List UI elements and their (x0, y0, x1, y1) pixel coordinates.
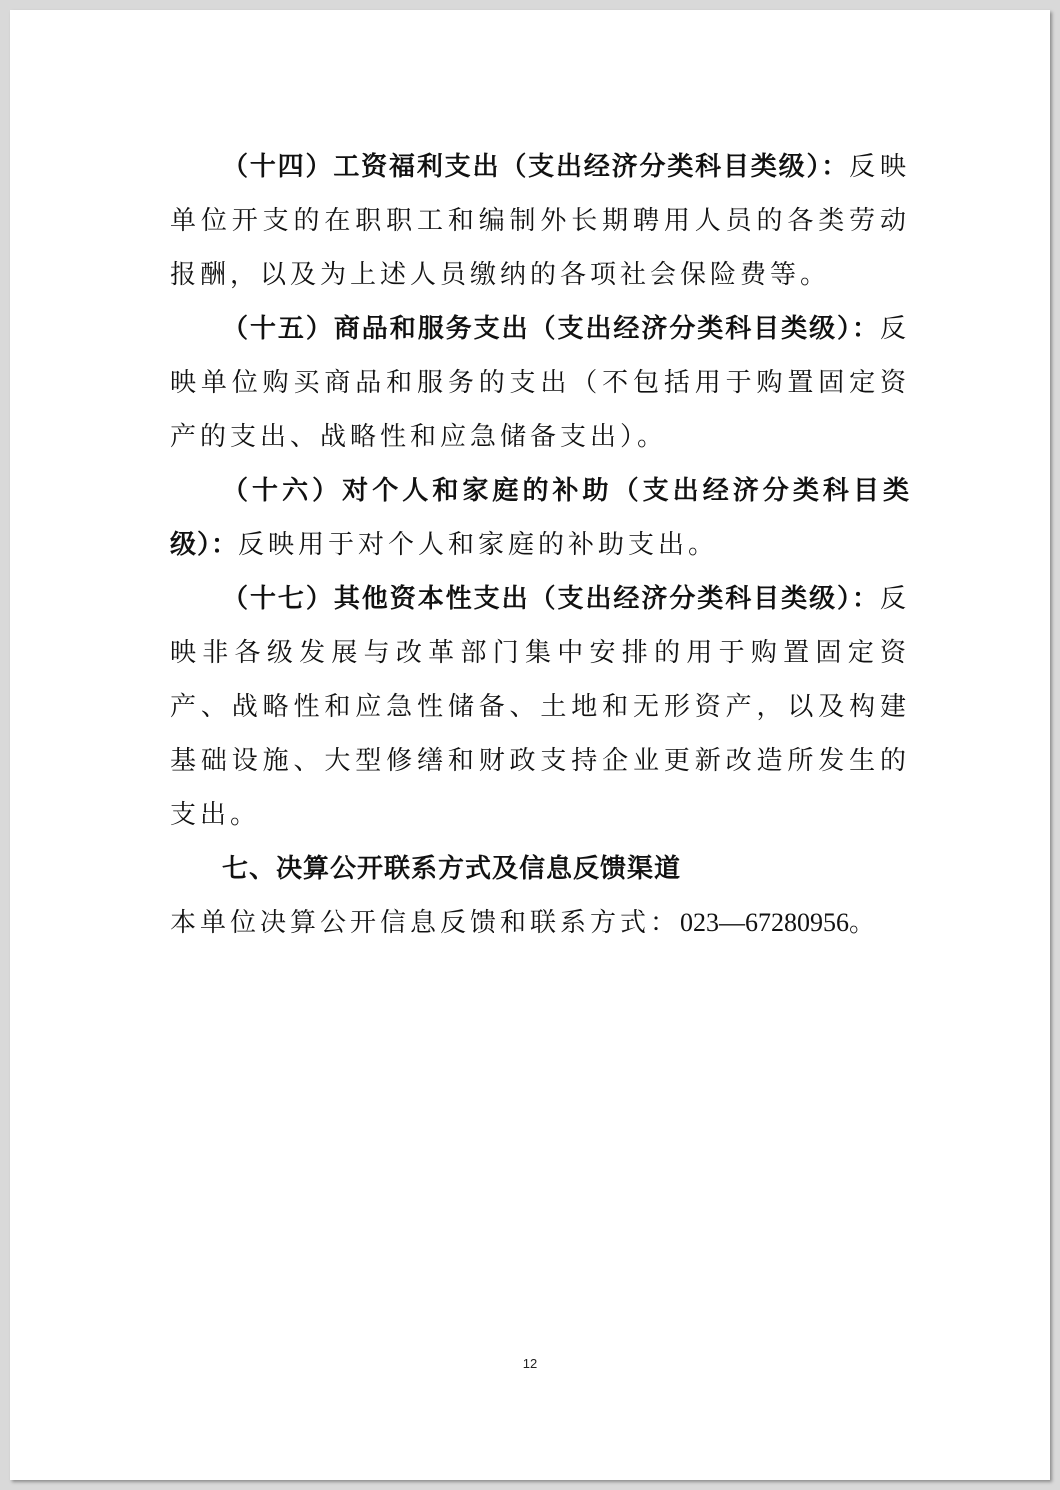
paragraph-other-capital (170, 572, 910, 842)
paragraph-household-subsidy (170, 464, 910, 572)
paragraph-body: 反映用于对个人和家庭的补助支出。 (238, 530, 719, 560)
paragraph-goods-services (170, 302, 910, 464)
contact-end: 。 (849, 908, 880, 938)
contact-phone: 023—67280956 (680, 908, 850, 937)
paragraph-heading: （十六）对个人和家庭的补助（支出经济分类科目类级）： (170, 476, 910, 560)
section-heading: 七、决算公开联系方式及信息反馈渠道 (222, 854, 682, 884)
paragraph-body: 反映单位购买商品和服务的支出（不包括用于购置固定资产的支出、战略性和应急储备支出）。 (170, 314, 910, 452)
contact-label: 本单位决算公开信息反馈和联系方式： (170, 908, 681, 938)
contact-line (170, 896, 910, 950)
page-content (170, 140, 910, 950)
paragraph-wage-welfare (170, 140, 910, 302)
page-number: 12 (522, 1356, 538, 1371)
paragraph-heading: （十四）工资福利支出（支出经济分类科目类级）： (222, 152, 850, 182)
document-page (10, 10, 1050, 1480)
paragraph-heading: （十七）其他资本性支出（支出经济分类科目类级）： (222, 584, 880, 614)
paragraph-body: 反映单位开支的在职职工和编制外长期聘用人员的各类劳动报酬，以及为上述人员缴纳的各项社会保险费等。 (170, 152, 910, 290)
paragraph-body: 反映非各级发展与改革部门集中安排的用于购置固定资产、战略性和应急性储备、土地和无形资产，以及构建基础设施、大型修缮和财政支持企业更新改造所发生的支出。 (170, 584, 910, 830)
paragraph-heading: （十五）商品和服务支出（支出经济分类科目类级）： (222, 314, 880, 344)
